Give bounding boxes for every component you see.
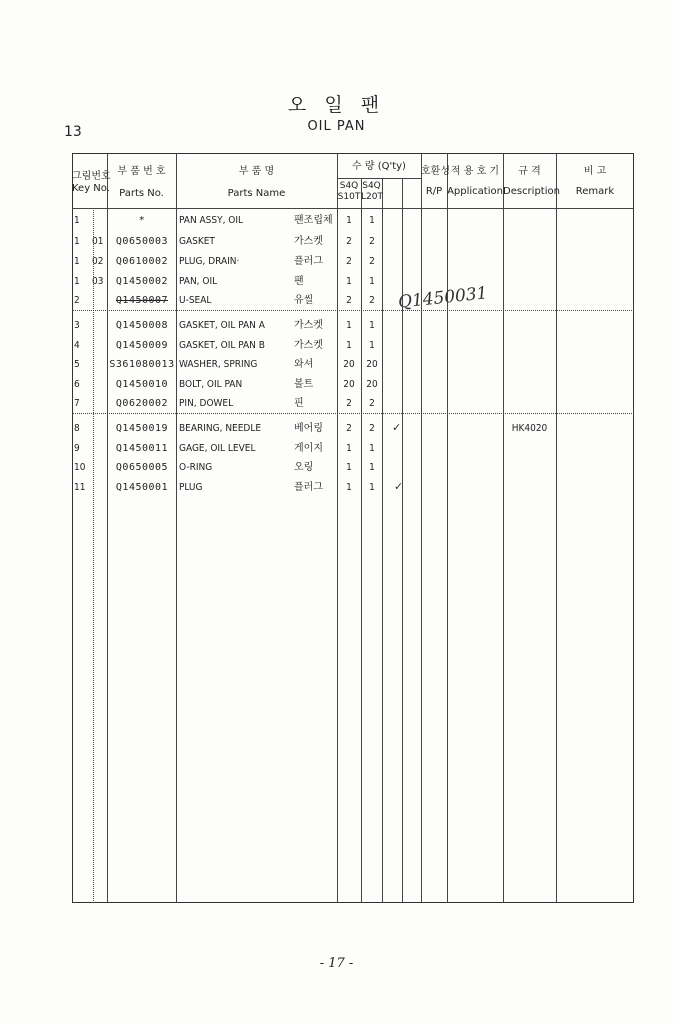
group-divider-1 [72, 310, 634, 311]
row-part-name: GASKET [179, 236, 215, 247]
row-key-number: 5 [74, 359, 80, 370]
col-divider-app [447, 153, 448, 903]
row-qty-s10t: 20 [343, 359, 355, 370]
header-parts-no: 부 품 번 호 Parts No. [117, 166, 166, 199]
check-mark: ✓ [394, 480, 404, 493]
row-description: HK4020 [511, 423, 548, 434]
row-part-name-korean: 팬 [294, 276, 304, 287]
row-qty-s10t: 2 [346, 256, 352, 267]
row-part-number: Q0620002 [115, 398, 169, 409]
row-part-name: GAGE, OIL LEVEL [179, 443, 256, 454]
row-part-name-korean: 플러그 [294, 256, 323, 267]
row-part-name-korean: 와셔 [294, 359, 314, 370]
header-qty: 수 량 (Q'ty) [352, 161, 406, 172]
row-qty-l20t: 1 [369, 462, 375, 473]
row-part-number: Q1450011 [115, 443, 169, 454]
row-qty-l20t: 1 [369, 320, 375, 331]
row-part-name-korean: 플러그 [294, 482, 323, 493]
row-key-number: 10 [74, 462, 86, 473]
row-qty-l20t: 1 [369, 276, 375, 287]
row-part-name-korean: 팬조립체 [294, 215, 333, 226]
row-qty-s10t: 2 [346, 398, 352, 409]
row-qty-l20t: 2 [369, 423, 375, 434]
row-part-name-korean: 게이지 [294, 443, 323, 454]
qty-header-divider [337, 178, 421, 179]
row-qty-s10t: 20 [343, 379, 355, 390]
page-footer: - 17 - [319, 956, 354, 971]
row-qty-s10t: 2 [346, 423, 352, 434]
check-mark: ✓ [392, 421, 402, 434]
page-number: 13 [64, 124, 82, 140]
row-part-name: GASKET, OIL PAN A [179, 320, 265, 331]
col-divider-remark [556, 153, 557, 903]
row-part-number: S361080013 [109, 359, 175, 370]
row-part-name: PAN ASSY, OIL [179, 215, 244, 226]
col-divider-parts-no [176, 153, 177, 903]
row-part-name-korean: 핀 [294, 398, 304, 409]
row-key-number: 1 [74, 256, 80, 267]
row-part-number: Q0650003 [115, 236, 169, 247]
row-sub-number: 03 [92, 276, 104, 287]
handwritten-part-number: Q1450031 [397, 283, 489, 313]
row-part-number: Q1450019 [115, 423, 169, 434]
row-qty-l20t: 1 [369, 340, 375, 351]
page-title-english: OIL PAN [307, 119, 366, 134]
col-divider-desc [503, 153, 504, 903]
row-qty-s10t: 1 [346, 215, 352, 226]
row-qty-s10t: 1 [346, 276, 352, 287]
row-part-name-korean: 베어링 [294, 423, 323, 434]
row-part-name: U-SEAL [179, 295, 212, 306]
col-divider-qty2 [382, 178, 383, 903]
row-key-number: 1 [74, 215, 80, 226]
row-qty-l20t: 2 [369, 295, 375, 306]
row-part-name: GASKET, OIL PAN B [179, 340, 265, 351]
row-part-number: Q1450001 [115, 482, 169, 493]
header-qty-s10t: S4Q S10T [337, 181, 361, 202]
row-qty-s10t: 2 [346, 236, 352, 247]
row-key-number: 6 [74, 379, 80, 390]
row-part-number: Q1450009 [115, 340, 169, 351]
row-qty-l20t: 2 [369, 256, 375, 267]
row-part-name-korean: 가스켓 [294, 340, 323, 351]
row-part-name: BOLT, OIL PAN [179, 379, 243, 390]
row-part-name-korean: 오링 [294, 462, 314, 473]
row-qty-s10t: 1 [346, 340, 352, 351]
header-application: 적 용 호 기 Application [447, 166, 503, 197]
row-qty-s10t: 1 [346, 320, 352, 331]
row-qty-l20t: 2 [369, 236, 375, 247]
header-bottom-line [72, 208, 634, 209]
row-part-name-korean: 볼트 [294, 379, 314, 390]
row-part-number: Q1450002 [115, 276, 169, 287]
row-part-name-korean: 유씰 [294, 295, 314, 306]
header-qty-l20t: S4Q L20T [361, 181, 383, 202]
row-qty-l20t: 20 [366, 379, 378, 390]
header-key-no: 그림번호 Key No. [72, 171, 111, 194]
header-description: 규 격 Description [503, 166, 560, 197]
row-part-name: PIN, DOWEL [179, 398, 234, 409]
row-key-number: 3 [74, 320, 80, 331]
row-qty-s10t: 1 [346, 443, 352, 454]
row-qty-s10t: 1 [346, 482, 352, 493]
row-part-name-korean: 가스켓 [294, 320, 323, 331]
page-title-korean: 오 일 팬 [287, 94, 386, 116]
header-remark: 비 고 Remark [575, 166, 615, 197]
row-key-number: 8 [74, 423, 80, 434]
row-key-number: 11 [74, 482, 86, 493]
col-divider-sub [93, 208, 94, 903]
row-sub-number: 02 [92, 256, 104, 267]
col-divider-qty3 [402, 178, 403, 903]
row-part-number: * [138, 215, 146, 226]
row-part-number: Q1450007 [115, 295, 169, 306]
row-key-number: 9 [74, 443, 80, 454]
row-part-name: PAN, OIL [179, 276, 218, 287]
row-part-name: BEARING, NEEDLE [179, 423, 262, 434]
row-key-number: 7 [74, 398, 80, 409]
header-parts-name: 부 품 명 Parts Name [227, 166, 286, 199]
row-qty-l20t: 2 [369, 398, 375, 409]
row-key-number: 2 [74, 295, 80, 306]
row-qty-s10t: 1 [346, 462, 352, 473]
row-part-number: Q1450010 [115, 379, 169, 390]
row-part-number: Q0650005 [115, 462, 169, 473]
row-key-number: 1 [74, 236, 80, 247]
row-qty-l20t: 1 [369, 215, 375, 226]
col-divider-rp [421, 153, 422, 903]
row-part-name: O-RING [179, 462, 213, 473]
row-qty-l20t: 20 [366, 359, 378, 370]
col-divider-key [107, 153, 108, 903]
row-part-number: Q0610002 [115, 256, 169, 267]
row-part-name: PLUG [179, 482, 203, 493]
row-qty-l20t: 1 [369, 443, 375, 454]
row-sub-number: 01 [92, 236, 104, 247]
row-part-name: WASHER, SPRING [179, 359, 258, 370]
row-key-number: 1 [74, 276, 80, 287]
row-qty-s10t: 2 [346, 295, 352, 306]
group-divider-2 [72, 413, 634, 414]
header-rp: 호환성 R/P [421, 166, 450, 197]
row-part-number: Q1450008 [115, 320, 169, 331]
row-qty-l20t: 1 [369, 482, 375, 493]
row-key-number: 4 [74, 340, 80, 351]
row-part-name-korean: 가스켓 [294, 236, 323, 247]
row-part-name: PLUG, DRAIN· [179, 256, 240, 267]
